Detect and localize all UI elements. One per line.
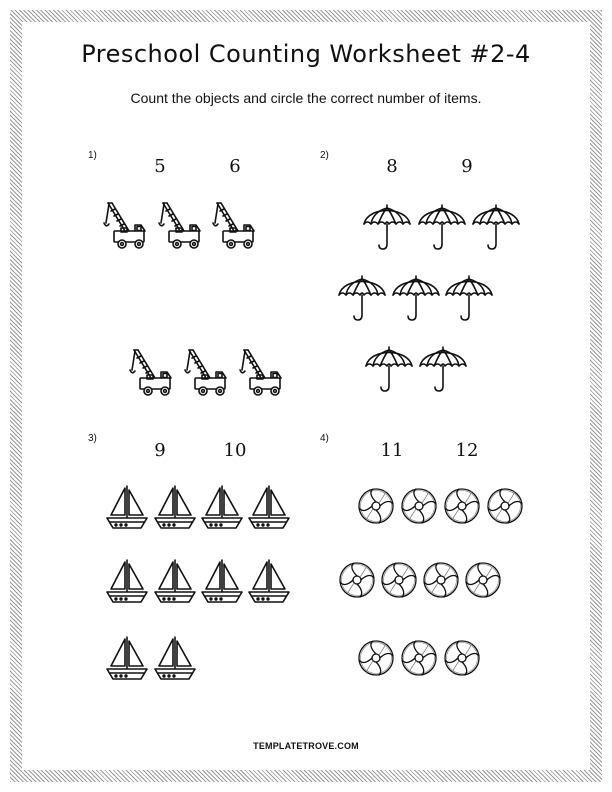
question-1-option-b[interactable]: 6 bbox=[229, 156, 241, 177]
instructions: Count the objects and circle the correct number of items. bbox=[130, 90, 482, 106]
question-2-option-b[interactable]: 9 bbox=[461, 156, 473, 177]
umbrella-icon bbox=[364, 344, 414, 394]
sailboat-icon bbox=[104, 634, 150, 682]
crane-truck-icon bbox=[101, 197, 157, 253]
beach-ball-icon bbox=[357, 639, 395, 677]
sailboat-icon bbox=[104, 483, 150, 531]
beach-ball-icon bbox=[443, 487, 481, 525]
question-4-number: 4) bbox=[320, 433, 329, 444]
footer-source: TEMPLATETROVE.COM bbox=[253, 741, 359, 751]
beach-ball-icon bbox=[400, 639, 438, 677]
sailboat-icon bbox=[152, 634, 198, 682]
sailboat-icon bbox=[152, 483, 198, 531]
beach-ball-icon bbox=[443, 639, 481, 677]
crane-truck-icon bbox=[127, 344, 183, 400]
sailboat-icon bbox=[199, 557, 245, 605]
crane-truck-icon bbox=[237, 344, 293, 400]
umbrella-icon bbox=[444, 273, 494, 323]
beach-ball-icon bbox=[380, 561, 418, 599]
beach-ball-icon bbox=[464, 561, 502, 599]
sailboat-icon bbox=[199, 483, 245, 531]
question-2-number: 2) bbox=[320, 150, 329, 161]
question-2-option-a[interactable]: 8 bbox=[386, 156, 398, 177]
beach-ball-icon bbox=[357, 487, 395, 525]
beach-ball-icon bbox=[338, 561, 376, 599]
question-4-option-a[interactable]: 11 bbox=[380, 440, 404, 461]
crane-truck-icon bbox=[156, 197, 212, 253]
sailboat-icon bbox=[246, 483, 292, 531]
sailboat-icon bbox=[104, 557, 150, 605]
page-title: Preschool Counting Worksheet #2-4 bbox=[81, 40, 531, 68]
crane-truck-icon bbox=[210, 197, 266, 253]
umbrella-icon bbox=[391, 273, 441, 323]
beach-ball-icon bbox=[400, 487, 438, 525]
umbrella-icon bbox=[337, 273, 387, 323]
umbrella-icon bbox=[418, 344, 468, 394]
question-3-option-b[interactable]: 10 bbox=[223, 440, 247, 461]
umbrella-icon bbox=[471, 202, 521, 252]
beach-ball-icon bbox=[486, 487, 524, 525]
question-3-option-a[interactable]: 9 bbox=[154, 440, 166, 461]
umbrella-icon bbox=[417, 202, 467, 252]
umbrella-icon bbox=[362, 202, 412, 252]
crane-truck-icon bbox=[182, 344, 238, 400]
question-4-option-b[interactable]: 12 bbox=[455, 440, 479, 461]
decorative-border bbox=[10, 10, 602, 782]
sailboat-icon bbox=[152, 557, 198, 605]
question-3-number: 3) bbox=[88, 433, 97, 444]
sailboat-icon bbox=[246, 557, 292, 605]
question-1-option-a[interactable]: 5 bbox=[154, 156, 166, 177]
question-1-number: 1) bbox=[88, 150, 97, 161]
beach-ball-icon bbox=[422, 561, 460, 599]
